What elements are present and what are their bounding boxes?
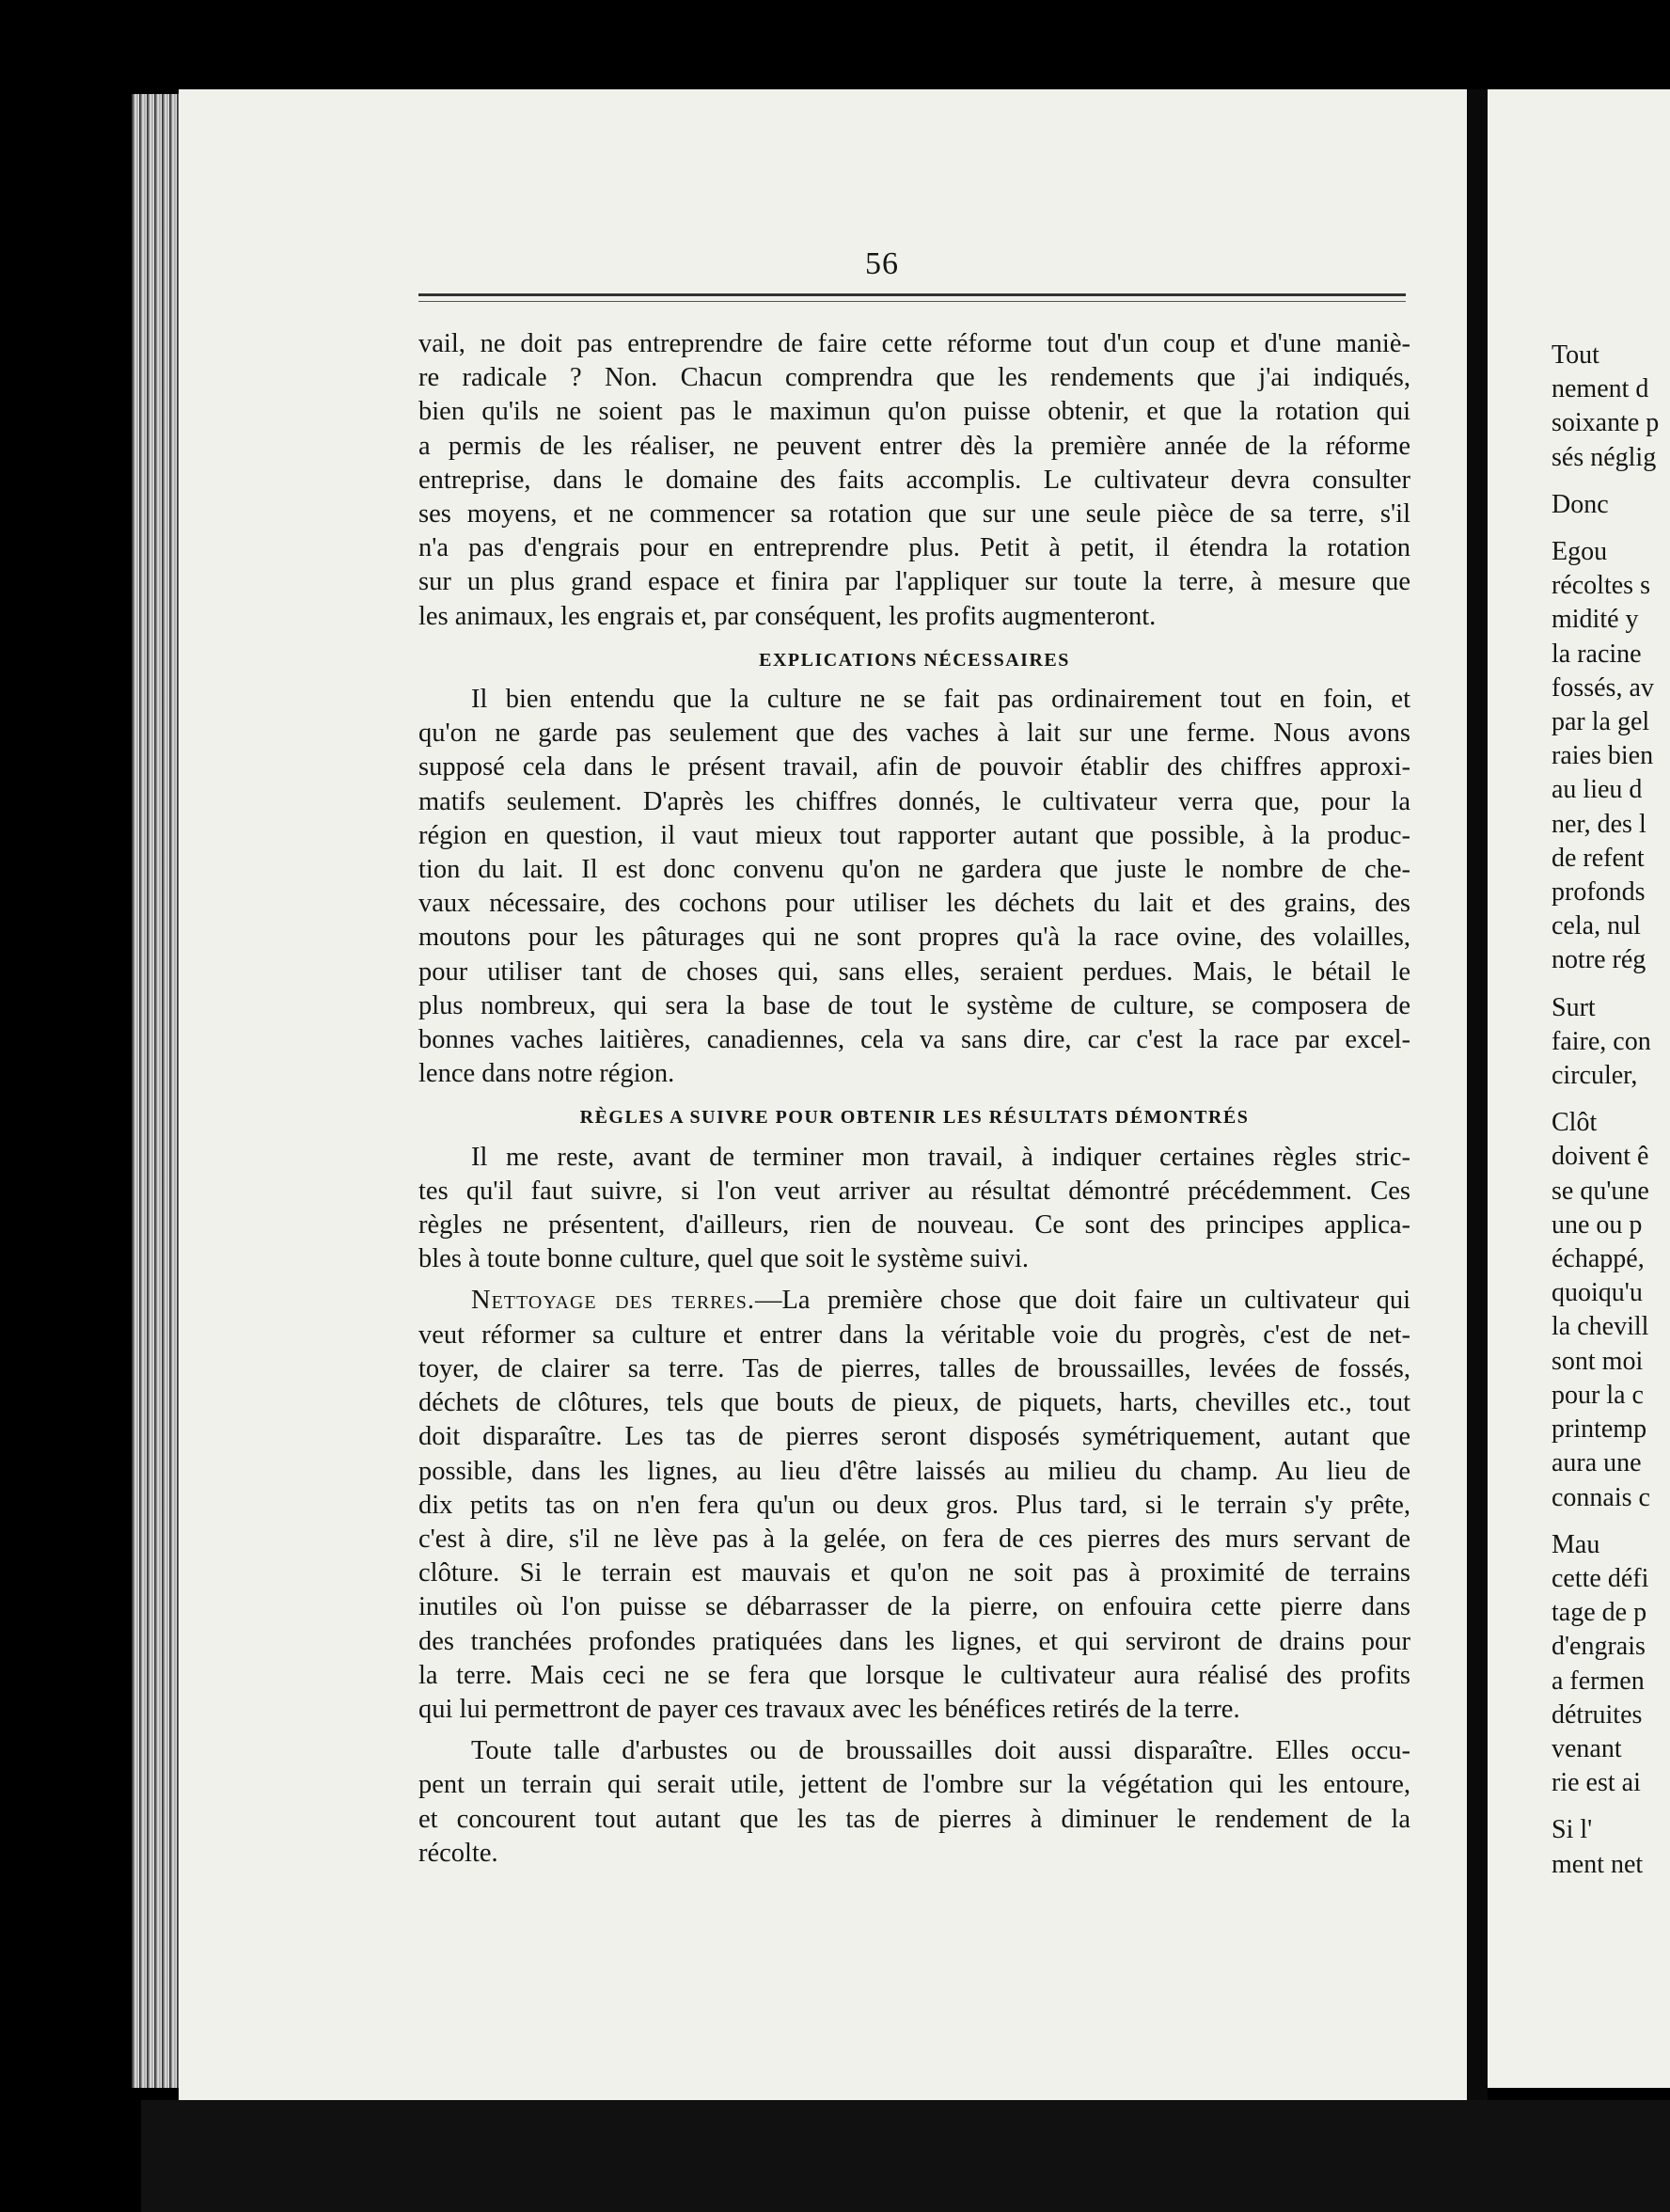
- right-page-line: circuler,: [1552, 1061, 1638, 1091]
- scan-border: [141, 2100, 1670, 2212]
- text-line: récolte.: [418, 1838, 498, 1868]
- right-page-line: la chevill: [1552, 1312, 1649, 1342]
- text-run: —La première chose que doit faire un cultivateur qui: [754, 1286, 1410, 1316]
- right-page-line: printemp: [1552, 1414, 1647, 1445]
- text-line: tion du lait. Il est donc convenu qu'on ne gardera que juste le nombre de che-: [418, 855, 1410, 885]
- right-page-line: connais c: [1552, 1482, 1650, 1512]
- text-line: Toute talle d'arbustes ou de broussailles doit aussi disparaître. Elles occu-: [471, 1736, 1410, 1766]
- right-page-line: [1552, 1515, 1670, 1528]
- section-heading-regles: RÈGLES A SUIVRE POUR OBTENIR LES RÉSULTATS DÉMONTRÉS: [579, 1107, 1250, 1129]
- right-page-line: faire, con: [1552, 1026, 1651, 1056]
- right-page-line: d'engrais: [1552, 1632, 1646, 1662]
- right-page-line: cette défi: [1552, 1563, 1649, 1593]
- text-line: a permis de les réaliser, ne peuvent entrer dès la première année de la réforme: [418, 431, 1410, 461]
- paragraph-explications: [418, 683, 1410, 1091]
- right-page-line: doivent ê: [1552, 1142, 1649, 1172]
- text-line: entreprise, dans le domaine des faits accomplis. Le cultivateur devra consulter: [418, 465, 1410, 495]
- text-line: vail, ne doit pas entreprendre de faire cette réforme tout d'un coup et d'une maniè-: [418, 329, 1410, 358]
- nettoyage-title: Nettoyage des terres.: [471, 1286, 755, 1316]
- right-page-line: ment net: [1552, 1849, 1644, 1879]
- text-line: clôture. Si le terrain est mauvais et qu'on ne soit pas à proximité de terrains: [418, 1558, 1410, 1588]
- right-page-line: tage de p: [1552, 1598, 1647, 1628]
- left-page-text: [418, 327, 1410, 1871]
- right-page-line: Egou: [1552, 537, 1608, 567]
- right-page-line: Donc: [1552, 489, 1609, 519]
- text-line: la terre. Mais ceci ne se fera que lorsque le cultivateur aura réalisé des profits: [418, 1660, 1410, 1690]
- text-line: les animaux, les engrais et, par conséquent, les profits augmenteront.: [418, 601, 1157, 631]
- text-line: des tranchées profondes pratiquées dans les lignes, et qui serviront de drains pour: [418, 1626, 1410, 1656]
- right-page-line: midité y: [1552, 605, 1639, 635]
- text-line: ses moyens, et ne commencer sa rotation que sur une seule pièce de sa terre, s'il: [418, 499, 1410, 529]
- text-line: et concourent tout autant que les tas de pierres à diminuer le rendement de la: [418, 1804, 1410, 1834]
- text-line: matifs seulement. D'après les chiffres donnés, le cultivateur verra que, pour la: [418, 786, 1410, 816]
- right-page-line: aura une: [1552, 1448, 1642, 1478]
- text-line: qu'on ne garde pas seulement que des vaches à lait sur une ferme. Nous avons: [418, 719, 1410, 749]
- text-line: bles à toute bonne culture, quel que soit le système suivi.: [418, 1244, 1030, 1274]
- right-page-line: notre rég: [1552, 945, 1646, 975]
- right-page-line: sont moi: [1552, 1346, 1644, 1376]
- right-page-line: ner, des l: [1552, 809, 1646, 839]
- right-page-line: par la gel: [1552, 707, 1650, 737]
- text-line: supposé cela dans le présent travail, afin de pouvoir établir des chiffres approxi-: [418, 752, 1410, 782]
- right-page-line: échappé,: [1552, 1244, 1645, 1274]
- text-line: tes qu'il faut suivre, si l'on veut arriver au résultat démontré précédemment. Ces: [418, 1176, 1410, 1206]
- text-line: bonnes vaches laitières, canadiennes, cela va sans dire, car c'est la race par excel-: [418, 1025, 1410, 1055]
- text-line: possible, dans les lignes, au lieu d'être laissés au milieu du champ. Au lieu de: [418, 1456, 1410, 1486]
- right-page-line: la racine: [1552, 639, 1642, 669]
- text-line: déchets de clôtures, tels que bouts de pieux, de piquets, harts, chevilles etc., tout: [418, 1388, 1410, 1418]
- right-page-line: venant: [1552, 1733, 1622, 1763]
- right-page-line: une ou p: [1552, 1209, 1643, 1240]
- paragraph-regles: [418, 1141, 1410, 1277]
- text-line: sur un plus grand espace et finira par l'appliquer sur toute la terre, à mesure que: [418, 567, 1410, 597]
- right-page-line: [1552, 1800, 1670, 1813]
- text-line: vaux nécessaire, des cochons pour utiliser les déchets du lait et des grains, des: [418, 889, 1410, 919]
- text-line: veut réformer sa culture et entrer dans la véritable voie du progrès, c'est de net-: [418, 1319, 1410, 1350]
- text-line: Il bien entendu que la culture ne se fait pas ordinairement tout en foin, et: [471, 685, 1410, 715]
- right-page-line: nement d: [1552, 374, 1649, 404]
- text-line: dix petits tas on n'en fera qu'un ou deux gros. Plus tard, si le terrain s'y prête,: [418, 1490, 1410, 1520]
- paragraph-intro: [418, 327, 1410, 634]
- right-page-line: cela, nul: [1552, 911, 1641, 941]
- right-page-line: profonds: [1552, 877, 1646, 908]
- right-page-line: [1552, 978, 1670, 991]
- right-page-line: au lieu d: [1552, 775, 1643, 805]
- text-line: plus nombreux, qui sera la base de tout le système de culture, se composera de: [418, 990, 1410, 1020]
- text-line: n'a pas d'engrais pour en entreprendre plus. Petit à petit, il étendra la rotation: [418, 533, 1410, 563]
- right-page-line: pour la c: [1552, 1380, 1644, 1410]
- header-rule: [418, 293, 1406, 296]
- text-line: moutons pour les pâturages qui ne sont propres qu'à la race ovine, des volailles,: [418, 923, 1410, 953]
- right-page-line: se qu'une: [1552, 1176, 1649, 1206]
- page-number: 56: [865, 246, 899, 281]
- text-line: doit disparaître. Les tas de pierres seront disposés symétriquement, autant que: [418, 1422, 1410, 1452]
- right-page-line: [1552, 475, 1670, 488]
- right-page-line: a fermen: [1552, 1666, 1645, 1696]
- right-page-line: récoltes s: [1552, 571, 1650, 601]
- right-page-line: fossés, av: [1552, 672, 1654, 703]
- right-page-line: [1552, 1093, 1670, 1106]
- header-rule-thin: [418, 301, 1406, 302]
- paragraph-toute-talle: [418, 1734, 1410, 1871]
- book-gutter: [1467, 89, 1488, 2121]
- right-page-line: Clôt: [1552, 1108, 1598, 1138]
- text-line: règles ne présentent, d'ailleurs, rien de nouveau. Ce sont des principes applica-: [418, 1210, 1410, 1240]
- text-line: région en question, il vaut mieux tout rapporter autant que possible, à la produc-: [418, 820, 1410, 850]
- text-line: pent un terrain qui serait utile, jettent de l'ombre sur la végétation qui les entoure,: [418, 1770, 1410, 1800]
- right-page-line: raies bien: [1552, 741, 1654, 771]
- right-page-line: Surt: [1552, 992, 1596, 1022]
- right-page-line: Mau: [1552, 1529, 1600, 1559]
- right-page-line: détruites: [1552, 1699, 1643, 1730]
- right-page-line: de refent: [1552, 843, 1645, 873]
- text-line: c'est à dire, s'il ne lève pas à la gelée, on fera de ces pierres des murs servant de: [418, 1524, 1410, 1554]
- right-page-line: soixante p: [1552, 408, 1660, 438]
- text-line: [418, 1284, 1410, 1318]
- text-line: qui lui permettront de payer ces travaux avec les bénéfices retirés de la terre.: [418, 1694, 1240, 1724]
- right-page-line: Si l': [1552, 1815, 1593, 1845]
- text-line: Il me reste, avant de terminer mon travail, à indiquer certaines règles stric-: [471, 1142, 1410, 1172]
- text-line: lence dans notre région.: [418, 1059, 675, 1089]
- text-line: re radicale ? Non. Chacun comprendra que les rendements que j'ai indiqués,: [418, 363, 1410, 393]
- right-page-fragments: [1552, 339, 1670, 1882]
- text-line: inutiles où l'on puisse se débarrasser de la pierre, on enfouira cette pierre dans: [418, 1592, 1410, 1622]
- right-page-line: Tout: [1552, 340, 1599, 370]
- right-page-line: [1552, 522, 1670, 535]
- right-page-line: quoiqu'u: [1552, 1278, 1643, 1308]
- paragraph-nettoyage: [418, 1284, 1410, 1727]
- text-line: pour utiliser tant de choses qui, sans elles, seraient perdues. Mais, le bétail le: [418, 956, 1410, 987]
- right-page-line: rie est ai: [1552, 1768, 1641, 1798]
- text-line: toyer, de clairer sa terre. Tas de pierres, talles de broussailles, levées de fossés,: [418, 1353, 1410, 1383]
- text-line: bien qu'ils ne soient pas le maximun qu'on puisse obtenir, et que la rotation qui: [418, 397, 1410, 427]
- section-heading-explications: EXPLICATIONS NÉCESSAIRES: [759, 649, 1070, 671]
- right-page-line: sés néglig: [1552, 442, 1657, 472]
